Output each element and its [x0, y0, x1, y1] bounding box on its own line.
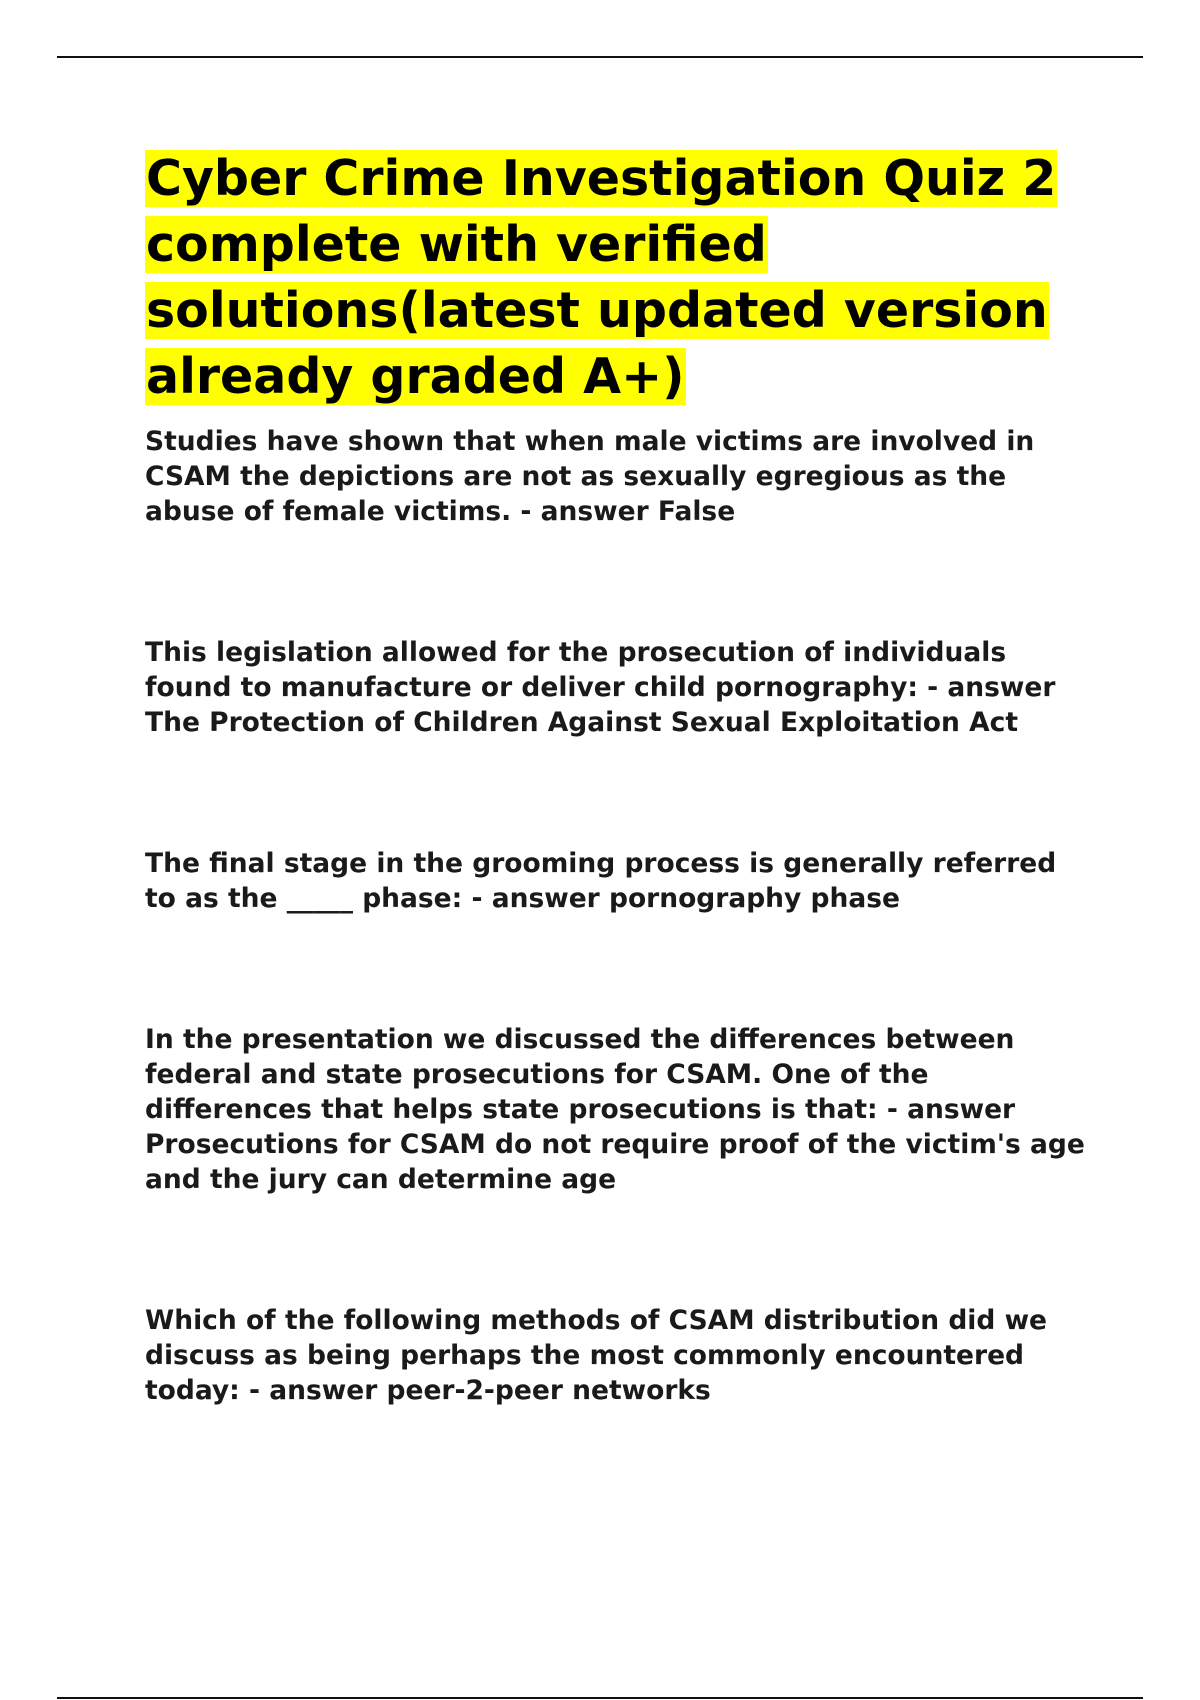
qa-item: This legislation allowed for the prosecution of individuals found to manufacture or deliver child pornography: - answer The Protection of Children Against Sexual Exploitation Act: [145, 637, 1056, 738]
qa-item: In the presentation we discussed the differences between federal and state prosecutions for CSAM. One of the differences that helps state prosecutions is that: - answer Prosecutions for CSAM do not require proof of the victim's age and the jury can determine age: [145, 1024, 1085, 1195]
qa-item: Which of the following methods of CSAM distribution did we discuss as being perhaps the most commonly encountered today: - answer peer-2-peer networks: [145, 1305, 1048, 1406]
title-highlight: Cyber Crime Investigation Quiz 2 complete with verified solutions(latest updated version already graded A+): [146, 150, 1057, 405]
document-title: [145, 146, 1085, 410]
qa-item: The final stage in the grooming process is generally referred to as the _____ phase: - answer pornography phase: [145, 848, 1057, 914]
top-rule: [57, 56, 1143, 58]
qa-item: Studies have shown that when male victims are involved in CSAM the depictions are not as sexually egregious as the abuse of female victims. - answer False: [145, 426, 1035, 527]
bottom-rule: [57, 1697, 1143, 1699]
qa-list: [145, 424, 1085, 1408]
document-body: [145, 146, 1085, 1514]
